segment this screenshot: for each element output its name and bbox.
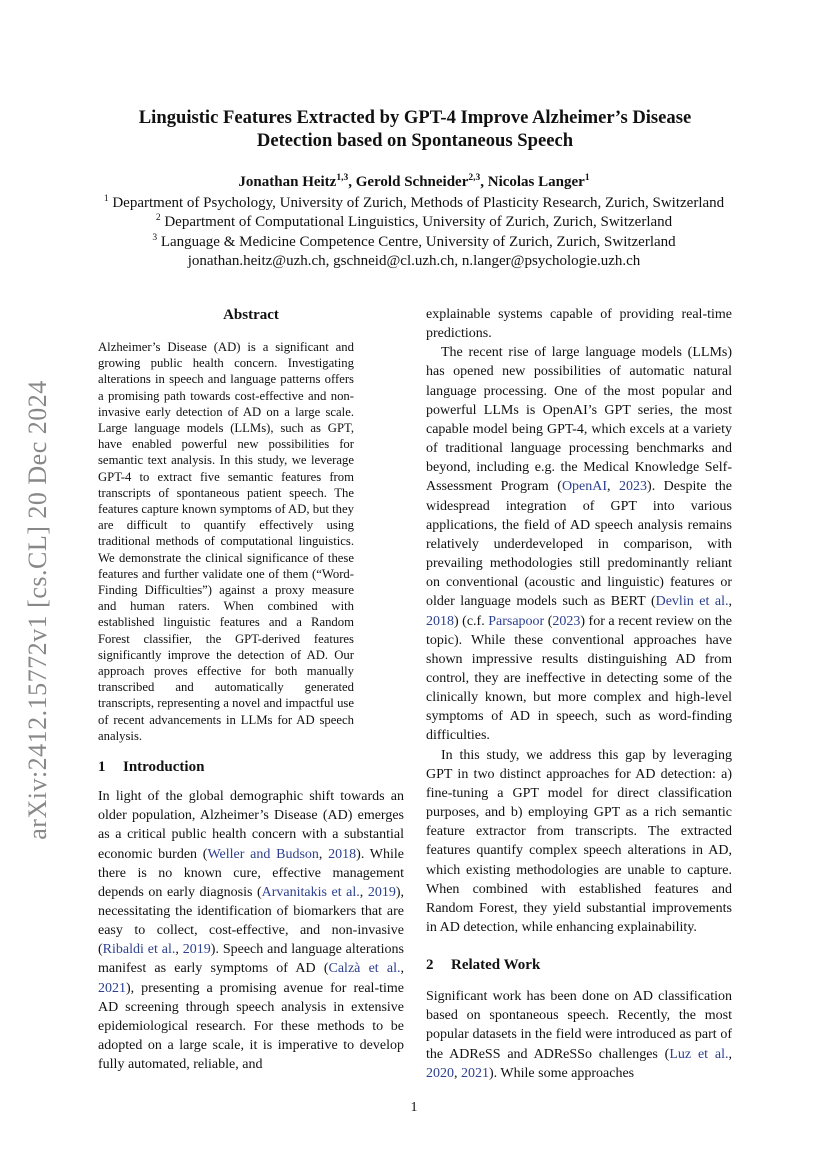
affiliation-2: $^2$ Department of Computational Linguistics, University of Zurich, Zurich, Switzerland [155,213,673,231]
paper-title [90,106,740,152]
title-line-2: Detection based on Spontaneous Speech [256,130,574,151]
citation-link[interactable]: 2020 [426,1065,454,1081]
right-column [426,305,732,1083]
citation-link[interactable]: 2023 [619,479,648,495]
author-names: Jonathan Heitz$^{1,3}$, Gerold Schneider$^{2,3}$, Nicolas Langer$^1$ [238,173,590,190]
citation-link[interactable]: 2018 [426,613,454,629]
arxiv-identifier [22,365,54,855]
section-2-heading [426,955,732,975]
citation-link[interactable]: Arvanitakis et al. [261,884,360,900]
citation-link[interactable]: Parsapoor [488,613,545,629]
right-paragraph-3: In this study, we address this gap by leveraging GPT in two distinct approaches for AD detection: a) fine-tuning a GPT model for direct classification purposes, and b) employing GPT as a rich semantic feature extractor from transcripts. The extracted features quantify complex speech alterations in AD, which existing methodologies are unable to capture. When combined with established features and Random Forest, they yield substantial improvements in AD detection, while enhancing explainability. [426,747,732,935]
abstract-text: Alzheimer’s Disease (AD) is a significant and growing public health concern. Investigating alterations in speech and language patterns offers a promising path towards cost-effective and non-invasive early detection of AD on a large scale. Large language models (LLMs), such as GPT, have enabled powerful new possibilities for semantic text analysis. In this study, we leverage GPT-4 to extract five semantic features from transcripts of spontaneous patient speech. The features capture known symptoms of AD, but they are difficult to quantify effectively using traditional methods of computational linguistics. We demonstrate the clinical significance of these features and further validate one of them (“Word-Finding Difficulties”) against a proxy measure and human raters. When combined with established linguistic features and a Random Forest classifier, the GPT-derived features significantly improve the detection of AD. Our approach proves effective for both manually transcribed and automatically generated transcripts, representing a novel and impactful use of recent advancements in LLMs for AD speech analysis. [98,340,354,743]
affiliation-3: $^3$ Language & Medicine Competence Centre, University of Zurich, Zurich, Switzerland [152,232,676,250]
author-2-sup: 2,3 [468,173,481,183]
author-block [60,173,768,272]
citation-link[interactable]: OpenAI [561,479,608,495]
author-3-sup: 1 [584,173,590,183]
author-1: Jonathan Heitz [238,174,337,190]
section-1-heading [98,757,404,777]
affiliation-1: $^1$ Department of Psychology, University of Zurich, Methods of Plasticity Research, Zurich, Switzerland [103,193,725,211]
section-2-number: 2 [426,957,434,974]
section-2-title: Related Work [451,957,541,974]
title-line-1: Linguistic Features Extracted by GPT-4 Improve Alzheimer’s Disease [138,107,692,128]
citation-link[interactable]: 2021 [98,980,126,996]
section-1-title: Introduction [123,759,205,776]
citation-link[interactable]: Ribaldi et al. [102,942,176,958]
author-3: Nicolas Langer [487,174,585,190]
citation-link[interactable]: Devlin et al. [655,594,729,610]
citation-link[interactable]: 2023 [552,613,581,629]
abstract-heading: Abstract [223,307,279,323]
related-work-paragraph: Significant work has been done on AD classification based on spontaneous speech. Recently, the most popular datasets in the field were introduced as part of the ADReSS and ADReSSo challenges (Luz et al., 2020, 2021). While some approaches [426,989,732,1081]
left-column [98,305,404,1074]
citation-link[interactable]: Calzà et al. [328,961,401,977]
citation-link[interactable]: 2021 [461,1065,489,1081]
arxiv-identifier-text: arXiv:2412.15772v1 [cs.CL] 20 Dec 2024 [23,380,52,840]
page-number: 1 [410,1100,418,1115]
author-1-sup: 1,3 [336,173,349,183]
right-paragraph-2: The recent rise of large language models (LLMs) has opened new possibilities of automatic natural language processing. One of the most popular and powerful LLMs is OpenAI’s GPT series, the most capable model being GPT-4, which excels at a variety of traditional language processing benchmarks and beyond, including e.g. the Medical Knowledge Self-Assessment Program (OpenAI, 2023). Despite the widespread integration of GPT into various applications, the field of AD speech analysis remains relatively underdeveloped in comparison, with prevailing methodologies still predominantly reliant on conventional (acoustic and linguistic) features or older language models such as BERT (Devlin et al., 2018) (c.f. Parsapoor (2023) for a recent review on the topic). While these conventional approaches have shown impressive results distinguishing AD from control, they are ineffective in detecting some of the clinically known, but more complex and high-level symptoms of AD in speech, such as word-finding difficulties. [426,345,733,744]
citation-link[interactable]: 2018 [328,846,357,862]
citation-link[interactable]: Weller and Budson [207,846,319,862]
section-1-number: 1 [98,759,106,776]
right-paragraph-1: explainable systems capable of providing real-time predictions. [426,307,732,342]
author-2: Gerold Schneider [355,174,469,190]
citation-link[interactable]: 2019 [367,884,396,900]
author-emails: jonathan.heitz@uzh.ch, gschneid@cl.uzh.ch, n.langer@psychologie.uzh.ch [187,253,641,270]
citation-link[interactable]: Luz et al. [669,1046,729,1062]
citation-link[interactable]: 2019 [182,942,211,958]
intro-paragraph: In light of the global demographic shift towards an older population, Alzheimer’s Disease (AD) emerges as a critical public health concern with a substantial economic burden (Weller and Budson, 2018). While there is no known cure, effective management depends on early diagnosis (Arvanitakis et al., 2019), necessitating the identification of biomarkers that are easy to collect, cost-effective, and non-invasive (Ribaldi et al., 2019). Speech and language alterations manifest as early symptoms of AD (Calzà et al., 2021), presenting a promising avenue for real-time AD screening through speech analysis in extensive epidemiological research. For these methods to be adopted on a large scale, it is imperative to develop fully automated, reliable, and [98,789,405,1073]
